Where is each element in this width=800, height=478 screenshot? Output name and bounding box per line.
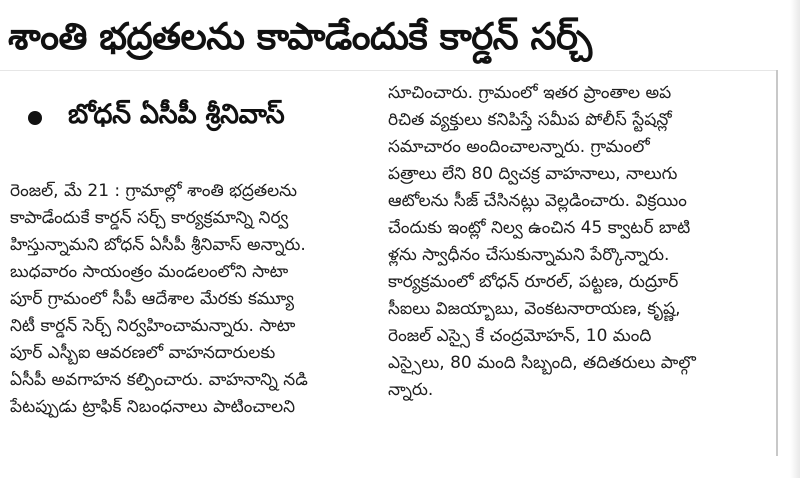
text-line: పూర్ గ్రామంలో సీపీ ఆదేశాల మేరకు కమ్యూ: [10, 289, 295, 309]
article-left-column: [10, 178, 378, 421]
column-rule: [776, 70, 778, 456]
text-line: పత్రాలు లేని 80 ద్విచక్ర వాహనాలు, నాలుగు: [388, 164, 678, 184]
text-line: నిటీ కార్డన్ సెర్చ్ నిర్వహించామన్నారు. సాటా: [10, 316, 296, 336]
article-right-column: [388, 80, 768, 404]
text-line: పూర్ ఎస్బీఐ ఆవరణలో వాహనదారులకు: [10, 343, 276, 363]
text-line: ఏసీపీ అవగాహన కల్పించారు. వాహనాన్ని నడి: [10, 370, 308, 390]
text-line: ఆటోలను సీజ్ చేసినట్లు వెల్లడించారు. విక్రయిం: [388, 191, 687, 211]
text-line: సూచించారు. గ్రామంలో ఇతర ప్రాంతాల అప: [388, 83, 672, 103]
subheadline-block: [28, 96, 374, 140]
headline-divider: [0, 70, 778, 71]
text-line: ళ్లను స్వాధీనం చేసుకున్నామని పేర్కొన్నారు.: [388, 245, 670, 265]
text-line: రెంజల్ ఎస్సై కే చంద్రమోహన్, 10 మంది: [388, 326, 652, 346]
text-line: ఎస్సైలు, 80 మంది సిబ్బంది, తదితరులు పాల్గొ: [388, 353, 696, 373]
subheadline: బోధన్ ఏసీపీ శ్రీనివాస్: [68, 99, 285, 130]
text-line: రిచిత వ్యక్తులు కనిపిస్తే సమీప పోలీస్ స్టేషన్లో: [388, 110, 672, 130]
text-line: సీఐలు విజయ్బాబు, వెంకటనారాయణ, కృష్ణ,: [388, 299, 681, 319]
text-line: కార్యక్రమంలో బోధన్ రూరల్, పట్టణ, రుద్రూర్: [388, 272, 679, 292]
page-edge-shadow: [790, 0, 800, 478]
text-line: రెంజల్, మే 21 : గ్రామాల్లో శాంతి భద్రతలను: [10, 181, 297, 201]
text-line: కాపాడేందుకే కార్డన్ సర్చ్ కార్యక్రమాన్ని నిర్వ: [10, 208, 289, 228]
text-line: బుధవారం సాయంత్రం మండలంలోని సాటా: [10, 262, 289, 282]
text-line: పేటప్పుడు ట్రాఫిక్ నిబంధనాలు పాటించాలని: [10, 397, 296, 417]
bullet-icon: [28, 111, 42, 125]
text-line: హిస్తున్నామని బోధన్ ఏసీపీ శ్రీనివాస్ అన్నారు.: [10, 235, 306, 255]
text-line: చేందుకు ఇంట్లో నిల్వ ఉంచిన 45 క్వాటర్ బాటి: [388, 218, 691, 238]
text-line: సమాచారం అందించాలన్నారు. గ్రామంలో: [388, 137, 650, 157]
text-line: న్నారు.: [388, 380, 434, 400]
headline: శాంతి భద్రతలను కాపాడేందుకే కార్డన్ సర్చ్: [8, 15, 592, 58]
